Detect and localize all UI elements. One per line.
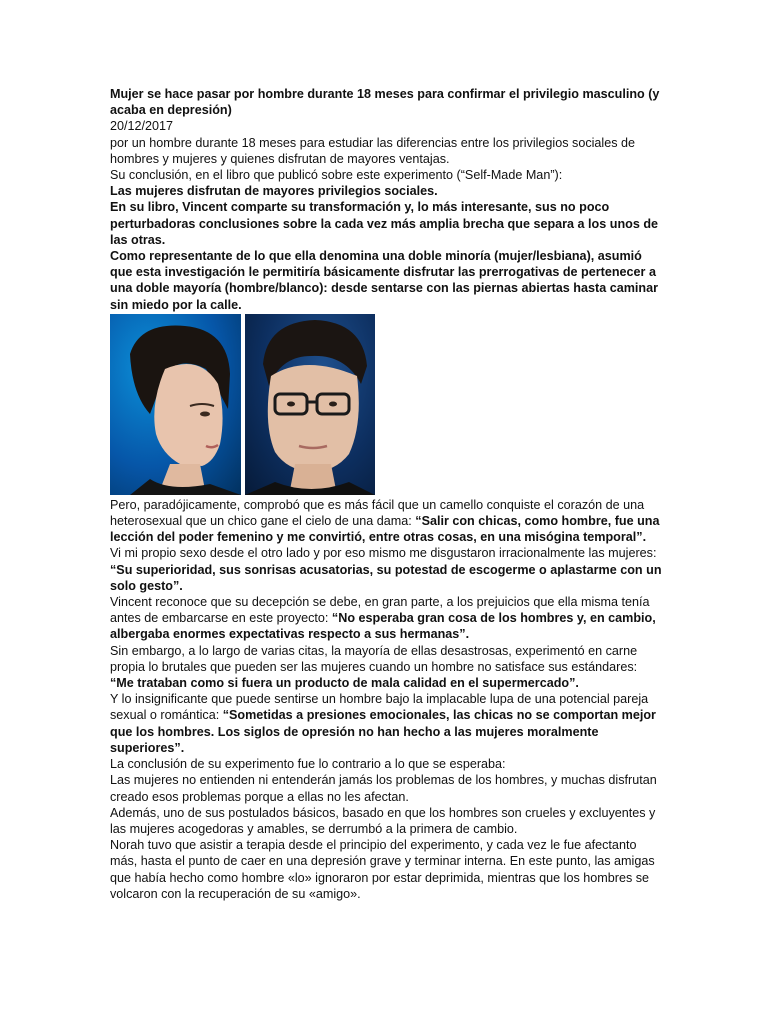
paragraph (110, 545, 662, 594)
article-title: Mujer se hace pasar por hombre durante 18 meses para confirmar el privilegio masculino (y acaba en depresión) (110, 87, 660, 118)
article-date: 20/12/2017 (110, 119, 174, 134)
paragraph: Las mujeres disfrutan de mayores privilegios sociales. (110, 184, 438, 199)
body-text: Las mujeres no entienden ni entenderán jamás los problemas de los hombres, y muchas disfrutan creado esos problemas porque a ellas no les afectan. (110, 773, 657, 804)
quote-text: “Me trataban como si fuera un producto de mala calidad en el supermercado”. (110, 676, 579, 691)
paragraph (110, 772, 662, 804)
paragraph: por un hombre durante 18 meses para estudiar las diferencias entre los privilegios sociales de hombres y mujeres y quienes disfrutan de mayores ventajas. (110, 135, 636, 166)
paragraphs-after-image (110, 497, 662, 902)
paragraph: Como representante de lo que ella denomina una doble minoría (mujer/lesbiana), asumió que esta investigación le permitiría básicamente disfrutar las prerrogativas de pertenecer a una doble mayoría (hombre/blanco): desde sentarse con las piernas abiertas hasta caminar sin miedo por la calle. (110, 249, 659, 312)
paragraph: En su libro, Vincent comparte su transformación y, lo más interesante, sus no poco perturbadoras conclusiones sobre la cada vez más amplia brecha que separa a los unos de las otras. (110, 200, 659, 247)
body-text: Vincent reconoce que su decepción se debe, en gran parte, a los prejuicios que ella misma tenía antes de embarcarse en este proyecto: (110, 595, 650, 626)
man-portrait-illustration (245, 314, 375, 495)
quote-text: “No esperaba gran cosa de los hombres y, en cambio, albergaba enormes expectativas respecto a sus hermanas”. (110, 611, 656, 642)
body-text: Vi mi propio sexo desde el otro lado y por eso mismo me disgustaron irracionalmente las mujeres: (110, 546, 657, 561)
paragraphs-before-image (110, 135, 662, 313)
quote-text: “Sometidas a presiones emocionales, las chicas no se comportan mejor que los hombres. Los siglos de opresión no han hecho a las mujeres moralmente superiores”. (110, 708, 656, 755)
paragraph (110, 594, 662, 643)
paragraph (110, 756, 662, 772)
article-photo (110, 314, 375, 495)
photo-man-glasses (245, 314, 375, 495)
paragraph: Su conclusión, en el libro que publicó sobre este experimento (“Self-Made Man”): (110, 168, 563, 183)
paragraph (110, 837, 662, 902)
body-text: Sin embargo, a lo largo de varias citas, la mayoría de ellas desastrosas, experimentó en carne propia lo brutales que pueden ser las mujeres cuando un hombre no satisface sus estándares: (110, 643, 638, 674)
photo-woman-profile (110, 314, 241, 495)
paragraph (110, 805, 662, 837)
quote-text: “Salir con chicas, como hombre, fue una lección del poder femenino y me convirtió, entre otras cosas, en una misógina temporal”. (110, 514, 660, 545)
paragraph (110, 643, 662, 692)
paragraph (110, 691, 662, 756)
paragraph (110, 497, 662, 546)
body-text: Y lo insignificante que puede sentirse un hombre bajo la implacable lupa de una potencial pareja sexual o romántica: (110, 692, 649, 723)
quote-text: “Su superioridad, sus sonrisas acusatorias, su potestad de escogerme o aplastarme con un solo gesto”. (110, 562, 662, 593)
body-text: Además, uno de sus postulados básicos, basado en que los hombres son crueles y excluyentes y las mujeres acogedoras y amables, se derrumbó a la primera de cambio. (110, 805, 656, 836)
article-body (110, 86, 662, 902)
body-text: Norah tuvo que asistir a terapia desde el principio del experimento, y cada vez le fue afectanto más, hasta el punto de caer en una depresión grave y terminar interna. En este punto, las amigas que había hecho como hombre «lo» ignoraron por estar deprimida, mientras que los hombres se volcaron con la recuperación de su «amigo». (110, 838, 655, 901)
woman-portrait-illustration (110, 314, 241, 495)
body-text: La conclusión de su experimento fue lo contrario a lo que se esperaba: (110, 757, 506, 772)
body-text: Pero, paradójicamente, comprobó que es más fácil que un camello conquiste el corazón de una heterosexual que un chico gane el cielo de una dama: (110, 497, 645, 529)
